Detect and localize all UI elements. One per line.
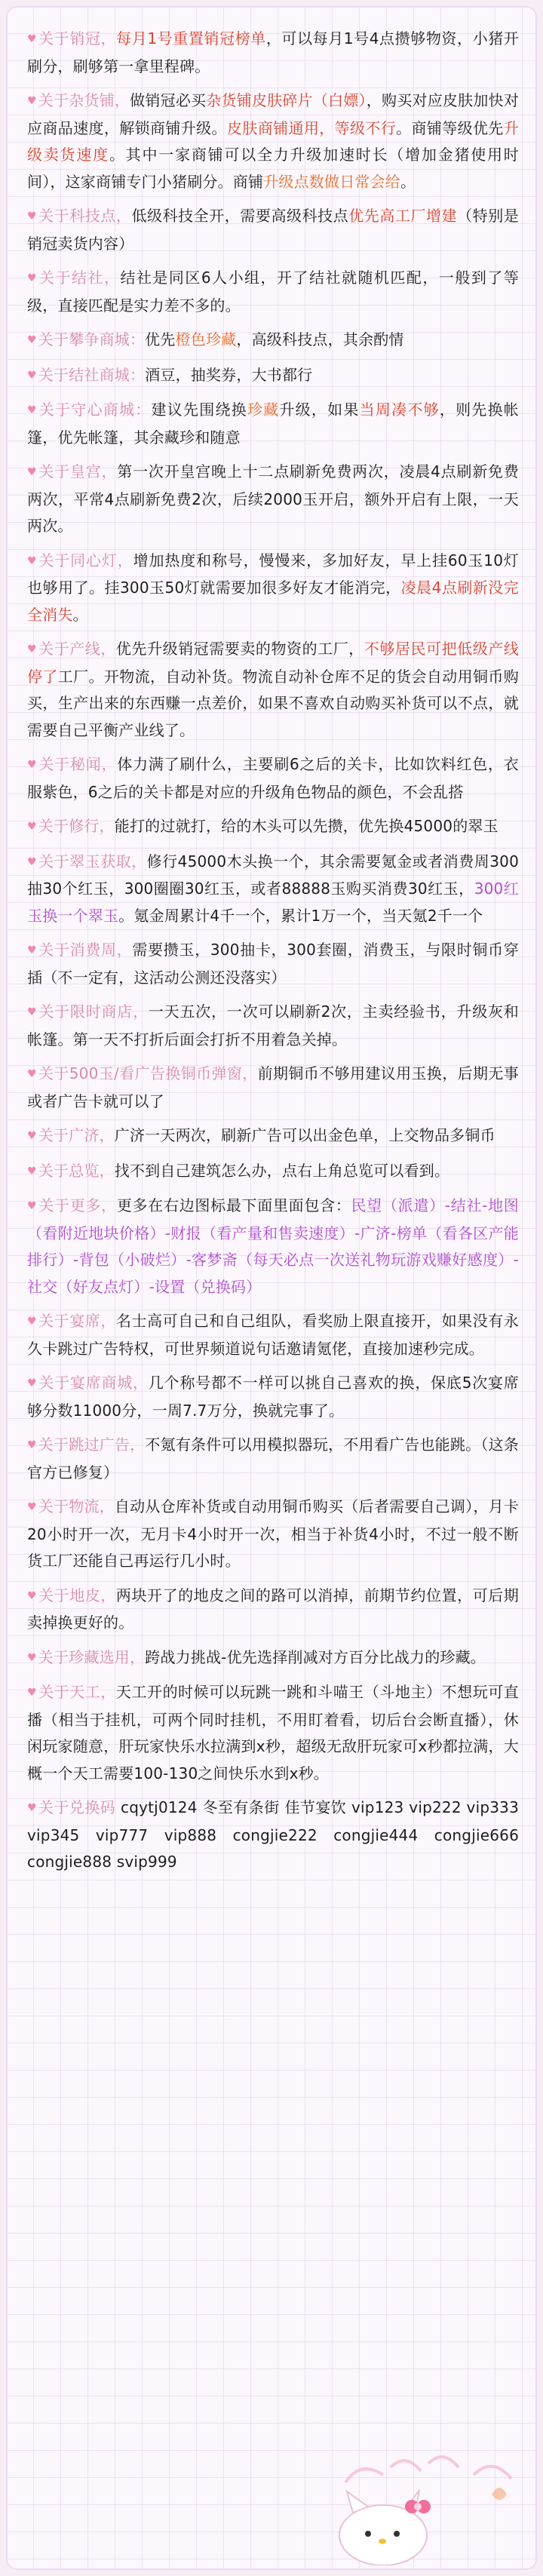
section-title: 关于500玉/看广告换铜币弹窗， <box>38 1064 258 1082</box>
heart-icon: ♥ <box>27 272 37 284</box>
body-text: 。 <box>400 172 416 191</box>
body-text: 需要攒玉，300抽卡，300套圈，消费玉，与限时铜币穿插（不一定有，这活动公测还没落实） <box>27 941 520 987</box>
heart-icon: ♥ <box>27 210 37 223</box>
body-text: 修行45000木头换一个，其余需要氪金或者消费周300抽30个红玉，300圈圈30红玉，或者88888玉购买消费30红玉， <box>27 852 519 898</box>
highlight-text: 当周凑不够 <box>359 401 440 419</box>
section-shouxin <box>27 397 519 451</box>
section-zahuo <box>27 88 519 195</box>
section-title: 关于结社商城： <box>38 365 146 384</box>
body-text: 广济一天两次，刷新广告可以出金色单，上交物品多铜币 <box>114 1126 495 1144</box>
body-text: 自动从仓库补货或自动用铜币购买（后者需要自己调），月卡20小时开一次，无月卡4小时开一次，相当于补货4小时，不过一般不断货工厂还能自己再运行几小时。 <box>27 1497 519 1570</box>
section-tiangong <box>27 1679 519 1787</box>
body-text: 。 <box>72 605 88 624</box>
section-title: 关于更多， <box>38 1196 117 1214</box>
heart-icon: ♥ <box>27 1687 37 1699</box>
section-title: 关于修行， <box>38 817 115 835</box>
guide-card <box>6 6 537 2570</box>
body-text: 前期铜币不够用建议用玉换，后期无事或者广告卡就可以了 <box>27 1064 519 1110</box>
section-tongxinding <box>27 548 519 629</box>
section-title: 关于同心灯， <box>38 551 133 570</box>
section-title: 关于产线， <box>38 640 116 658</box>
heart-icon: ♥ <box>27 1377 37 1389</box>
section-title: 关于限时商店， <box>38 1002 149 1021</box>
heart-icon: ♥ <box>27 944 37 956</box>
section-xianshi <box>27 999 519 1053</box>
highlight-text: 杂货铺皮肤碎片（白嫖） <box>206 91 367 109</box>
section-title: 关于秘闻， <box>38 755 118 773</box>
body-text: 升级，如果 <box>279 401 360 419</box>
heart-icon: ♥ <box>27 33 37 45</box>
heart-icon: ♥ <box>27 1802 37 1814</box>
body-text: 。商铺等级优先 <box>396 118 504 137</box>
section-title: 关于杂货铺， <box>38 91 130 109</box>
body-text: 增加热度和称号，慢慢来，多加好友，早上挂60玉10灯也够用了。挂300玉50灯就需要加很多好友才能消完， <box>27 551 519 597</box>
heart-icon: ♥ <box>27 1651 37 1664</box>
highlight-text: 民望（派遣）-结社-地图（看附近地块价格）-财报（看产量和售卖速度）-广济-榜单（看各区产能排行）-背包（小破烂）-客梦斋（每天必点一次送礼物玩游戏赚好感度）-社交（好友点灯）-设置（兑换码） <box>27 1196 519 1296</box>
section-title: 关于宴席商城， <box>38 1374 149 1392</box>
section-huanggong <box>27 459 519 540</box>
section-gengduo <box>27 1193 519 1300</box>
section-chanxian <box>27 636 519 744</box>
heart-icon: ♥ <box>27 466 37 478</box>
hello-kitty-sticker <box>330 2437 526 2565</box>
heart-icon: ♥ <box>27 1501 37 1513</box>
body-text: 不氪有条件可以用模拟器玩，不用看广告也能跳。（这条官方已修复） <box>27 1435 519 1481</box>
section-title: 关于销冠， <box>38 29 117 48</box>
body-text: ，购买对应皮肤加快对应商品速度，解锁商铺升级。 <box>27 91 520 137</box>
highlight-text: 优先高工厂增建 <box>348 207 458 225</box>
heart-icon: ♥ <box>27 759 37 771</box>
section-zonglan <box>27 1158 519 1186</box>
body-text: 跨战力挑战-优先选择削减对方百分比战力的珍藏。 <box>145 1647 486 1666</box>
section-zhencang <box>27 1644 519 1672</box>
body-text: 几个称号都不一样可以挑自己喜欢的换，保底5次宴席够分数11000分，一周7.7万分，换就完事了。 <box>27 1374 519 1420</box>
body-text: 天工开的时候可以玩跳一跳和斗喵王（斗地主）不想玩可直播（相当于挂机，可两个同时挂机，不用盯着看，切后台会断直播），休闲玩家随意，肝玩家快乐水拉满到x秒，超级无敌肝玩家可x秒都拉满，大概一个天工需要100-130之间快乐水到x秒。 <box>27 1683 520 1782</box>
section-title: 关于结社， <box>38 269 121 287</box>
heart-icon: ♥ <box>27 1200 37 1212</box>
section-jieshe <box>27 265 519 319</box>
highlight-text: 不够居民可把低级产线停了 <box>27 640 520 686</box>
body-text: 结社是同区6人小组，开了结社就随机匹配，一般到了等级，直接匹配是实力差不多的。 <box>27 269 519 315</box>
body-text: 第一次开皇宫晚上十二点刷新免费两次，凌晨4点刷新免费两次，平常4点刷新免费2次，后续2000玉开启，额外开启有上限，一天两次。 <box>27 462 519 535</box>
body-text: 做销冠必买 <box>130 91 207 109</box>
body-text: 。氪金周累计4千一个，累计1万一个，当天氪2千一个 <box>118 906 483 925</box>
body-text: 建议先围绕换 <box>151 401 247 419</box>
section-xiaoguan <box>27 26 519 80</box>
highlight-text: 升级点数做日常会给 <box>263 172 401 191</box>
section-title: 关于宴席， <box>38 1312 116 1330</box>
heart-icon: ♥ <box>27 404 37 416</box>
body-text: ，可以每月1号4点攒够物资，小猪开刷分，刷够第一拿里程碑。 <box>27 29 519 75</box>
section-title: 关于消费周， <box>38 941 133 959</box>
body-text: 一天五次，一次可以刷新2次，主卖经验书，升级灰和帐篷。第一天不打折后面会打折不用着急关掉。 <box>27 1002 519 1049</box>
body-text: 优先 <box>145 330 176 348</box>
section-cuiyu <box>27 849 519 930</box>
section-jieshe_shop <box>27 362 519 390</box>
section-title: 关于翠玉获取， <box>38 852 147 870</box>
body-text: cqytj0124 冬至有条街 佳节宴饮 vip123 vip222 vip333 vip345 vip777 vip888 congjie222 congjie444 congjie666 congjie888 svip999 <box>27 1798 519 1871</box>
body-text: 低级科技全开，需要高级科技点 <box>131 207 349 225</box>
body-text: 酒豆，抽奖券，大书都行 <box>145 365 313 384</box>
heart-icon: ♥ <box>27 554 37 567</box>
section-guangxi <box>27 1122 519 1150</box>
body-text: ，高级科技点，其余酌情 <box>236 330 404 348</box>
highlight-text: 珍藏 <box>247 401 280 419</box>
section-yanxi_shop <box>27 1370 519 1424</box>
section-title: 关于物流， <box>38 1497 115 1515</box>
section-title: 关于珍藏选用， <box>38 1647 146 1666</box>
heart-icon: ♥ <box>27 334 37 346</box>
section-title: 关于总览， <box>38 1161 115 1180</box>
highlight-text: 凌晨4点刷新没完全消失 <box>27 579 519 624</box>
section-title: 关于科技点， <box>38 207 132 225</box>
body-text: 工厂。开物流，自动补货。物流自动补仓库不足的货会自动用铜币购买，生产出来的东西赚一点差价，如果不喜欢自动购买补货可以不点，就需要自己平衡产业线了。 <box>27 667 519 739</box>
section-xiuxing <box>27 813 519 841</box>
body-text: 名士高可自己和自己组队，看奖励上限直接开，如果没有永久卡跳过广告特权，可世界频道说句话邀请氪佬，直接加速秒完成。 <box>27 1312 520 1358</box>
section-title: 关于地皮， <box>38 1586 116 1604</box>
heart-icon: ♥ <box>27 1439 37 1451</box>
heart-icon: ♥ <box>27 95 37 107</box>
section-title: 关于攀争商城： <box>38 330 146 348</box>
heart-icon: ♥ <box>27 821 37 833</box>
body-text: 。其中一家商铺可以全力升级加速时长（增加金猪使用时间），这家商铺专门小猪刷分。商铺 <box>27 146 520 191</box>
body-text: 体力满了刷什么，主要刷6之后的关卡，比如饮料红色，衣服紫色，6之后的关卡都是对应的升级角色物品的颜色，不会乱搭 <box>27 755 519 801</box>
highlight-text: 皮肤商铺通用，等级不行 <box>226 118 397 137</box>
heart-icon: ♥ <box>27 1316 37 1328</box>
section-xiaofei <box>27 937 519 991</box>
heart-icon: ♥ <box>27 1068 37 1080</box>
heart-icon: ♥ <box>27 643 37 656</box>
heart-icon: ♥ <box>27 1165 37 1177</box>
section-title: 关于跳过广告， <box>38 1435 146 1454</box>
heart-icon: ♥ <box>27 1130 37 1142</box>
highlight-text: 300红玉换一个翠玉 <box>27 880 519 925</box>
section-mijing <box>27 751 519 806</box>
heart-icon: ♥ <box>27 855 37 868</box>
section-guanggao <box>27 1061 519 1115</box>
heart-icon: ♥ <box>27 1006 37 1018</box>
body-text: 更多在右边图标最下面里面包含： <box>116 1196 351 1214</box>
section-title: 关于守心商城： <box>38 401 152 419</box>
body-text: 能打的过就打，给的木头可以先攒，优先换45000的翠玉 <box>114 817 499 835</box>
highlight-text: 橙色珍藏 <box>175 330 237 348</box>
section-title: 关于天工， <box>38 1683 116 1701</box>
section-wuliu <box>27 1494 519 1575</box>
body-text: 两块开了的地皮之间的路可以消掉，前期节约位置，可后期卖掉换更好的。 <box>27 1586 520 1632</box>
section-title: 关于兑换码 <box>38 1798 116 1816</box>
highlight-text: 升级卖货速度 <box>27 118 520 164</box>
section-duihuan <box>27 1795 519 1876</box>
heart-icon: ♥ <box>27 1589 37 1602</box>
highlight-text: 每月1号重置销冠榜单 <box>116 29 266 48</box>
section-title: 关于广济， <box>38 1126 115 1144</box>
body-text: 优先升级销冠需要卖的物资的工厂， <box>115 640 364 658</box>
section-dipi <box>27 1583 519 1637</box>
section-yanxi <box>27 1308 519 1362</box>
section-panzheng <box>27 327 519 355</box>
body-text: （特别是销冠卖货内容） <box>27 207 519 253</box>
body-text: 找不到自己建筑怎么办，点右上角总览可以看到。 <box>114 1161 450 1180</box>
section-tiaoguo <box>27 1432 519 1486</box>
section-title: 关于皇宫， <box>38 462 118 481</box>
heart-icon: ♥ <box>27 369 37 382</box>
section-keji <box>27 203 519 257</box>
guide-content <box>27 26 519 1884</box>
body-text: ，则先换帐篷，优先帐篷，其余藏珍和随意 <box>27 401 520 447</box>
